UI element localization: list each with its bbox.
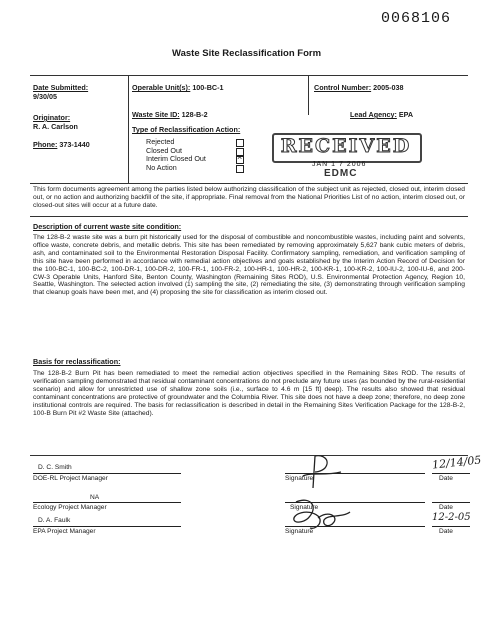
- phone-label: Phone:: [33, 140, 58, 149]
- checkbox-no-action[interactable]: [236, 165, 244, 173]
- date-label-3: Date: [439, 528, 453, 535]
- waste-site-label: Waste Site ID:: [132, 110, 180, 119]
- date-submitted-value: 9/30/05: [33, 91, 57, 101]
- condition-paragraph: The 128-B-2 waste site was a burn pit historically used for the disposal of combustible and noncombustible wastes, including paint and solvents, office waste, concrete debris, and metallic debris. This site has been remediated by removing approximately 5,627 bank cubic meters of debris, ash, and contaminated soil to the Environmental Restoration Disposal Facility. Confirmatory sampling, remediation, and verification sampling of this site have been performed in accordance with remedial action objectives and goals established by the Interim Action Record of Decision for the 100-BC-1, 100-BC-2, 100-DR-1, 100-DR-2, 100-FR-1, 100-FR-2, 100-HR-1, 100-HR-2, 100-KR-1, 100-KR-2, 100-IU-2, 100-IU-6, and 200-CW-3 Operable Units, Hanford Site, Benton County, Washington (Remaining Sites ROD), U.S. Environmental Protection Agency, Region 10, Seattle, Washington. The selected action involved (1) sampling the site, (2) remediating the site, (3) demonstrating through verification sampling that cleanup goals have been met, and (4) proposing the site for classification as interim closed out.: [33, 234, 465, 297]
- signature-line-1: [285, 473, 425, 474]
- condition-heading: Description of current waste site condition:: [33, 222, 182, 231]
- header-divider-left: [128, 75, 129, 183]
- signer-name-3: D. A. Faulk: [38, 517, 71, 524]
- control-number-field: [314, 84, 403, 93]
- date-line-2: [432, 502, 470, 503]
- operable-unit-value: 100-BC-1: [192, 83, 224, 92]
- control-number-label: Control Number:: [314, 83, 372, 92]
- date-label-1: Date: [439, 475, 453, 482]
- basis-heading: Basis for reclassification:: [33, 357, 121, 366]
- reclassification-options: [146, 138, 244, 172]
- signer-name-2: NA: [90, 494, 100, 501]
- received-stamp-date: JAN 1 7 2006: [312, 161, 367, 168]
- signature-date-1: 12/14/05: [431, 453, 482, 472]
- signature-top-rule: [30, 455, 468, 456]
- signer-title-1: DOE-RL Project Manager: [33, 475, 108, 482]
- signer-title-3: EPA Project Manager: [33, 528, 96, 535]
- signature-label-3: Signature: [285, 528, 314, 535]
- name-line-2: [33, 502, 181, 503]
- option-label: Rejected: [146, 137, 175, 146]
- lead-agency-label: Lead Agency:: [350, 110, 397, 119]
- originator-field: [33, 114, 78, 131]
- signature-image-1: [285, 450, 350, 490]
- received-stamp-org: EDMC: [324, 168, 358, 179]
- option-label: Interim Closed Out: [146, 154, 206, 164]
- phone-value: 373-1440: [59, 140, 90, 149]
- signature-label-1: Signature: [285, 475, 314, 482]
- option-label: No Action: [146, 162, 177, 172]
- header-divider-right: [308, 75, 309, 115]
- header-bottom-rule: [30, 183, 468, 184]
- option-no-action: [146, 164, 244, 173]
- signature-label-2: Signature: [290, 504, 319, 511]
- date-line-3: [432, 526, 470, 527]
- signer-title-2: Ecology Project Manager: [33, 504, 107, 511]
- signer-name-1: D. C. Smith: [38, 464, 72, 471]
- intro-paragraph: This form documents agreement among the parties listed below authorizing classification of the subject unit as rejected, closed out, interim closed out, or no action and authorizing backfill of the site, if appropriate. Final removal from the National Priorities List of no action, interim closed out, or closed-out sites will occur at a future date.: [33, 186, 465, 209]
- date-submitted-field: [33, 84, 88, 101]
- document-number: 0068106: [380, 10, 451, 27]
- operable-unit-label: Operable Unit(s):: [132, 83, 191, 92]
- option-label: Closed Out: [146, 145, 182, 155]
- header-top-rule: [30, 75, 468, 76]
- name-line-3: [33, 526, 181, 527]
- waste-site-field: [132, 111, 208, 120]
- received-stamp-text: RECEIVED: [280, 135, 412, 157]
- lead-agency-value: EPA: [398, 110, 414, 119]
- lead-agency-field: [350, 111, 413, 120]
- date-line-1: [432, 473, 470, 474]
- control-number-value: 2005-038: [373, 83, 404, 92]
- waste-site-value: 128-B-2: [181, 110, 208, 119]
- date-label-2: Date: [439, 504, 453, 511]
- form-title: Waste Site Reclassification Form: [171, 48, 322, 59]
- date-submitted-label: Date Submitted:: [33, 83, 89, 92]
- signature-date-3: 12-2-05: [432, 512, 471, 523]
- intro-rule: [30, 216, 468, 217]
- name-line-1: [33, 473, 181, 474]
- operable-unit-field: [132, 84, 223, 93]
- phone-field: [33, 141, 90, 150]
- signature-line-3: [285, 526, 425, 527]
- originator-value: R. A. Carlson: [33, 121, 78, 131]
- basis-paragraph: The 128-B-2 Burn Pit has been remediated to meet the remedial action objectives specified in the Remaining Sites ROD. The results of verification sampling demonstrated that residual contaminant concentrations do not preclude any future uses (as bounded by the rural-residential scenario) and allow for unrestricted use of shallow zone soils (i.e., surface to 4.6 m [15 ft] deep). The results also showed that residual contaminant concentrations are protective of groundwater and the Columbia River. This site does not have a deep zone; therefore, no deep zone institutional controls are required. The basis for reclassification is described in detail in the Remaining Sites Verification Package for the 128-B-2, 100-B Burn Pit #2 Waste Site (attached).: [33, 370, 465, 417]
- originator-label: Originator:: [33, 113, 71, 122]
- received-stamp: [272, 133, 422, 177]
- reclassification-type-label: Type of Reclassification Action:: [132, 125, 241, 134]
